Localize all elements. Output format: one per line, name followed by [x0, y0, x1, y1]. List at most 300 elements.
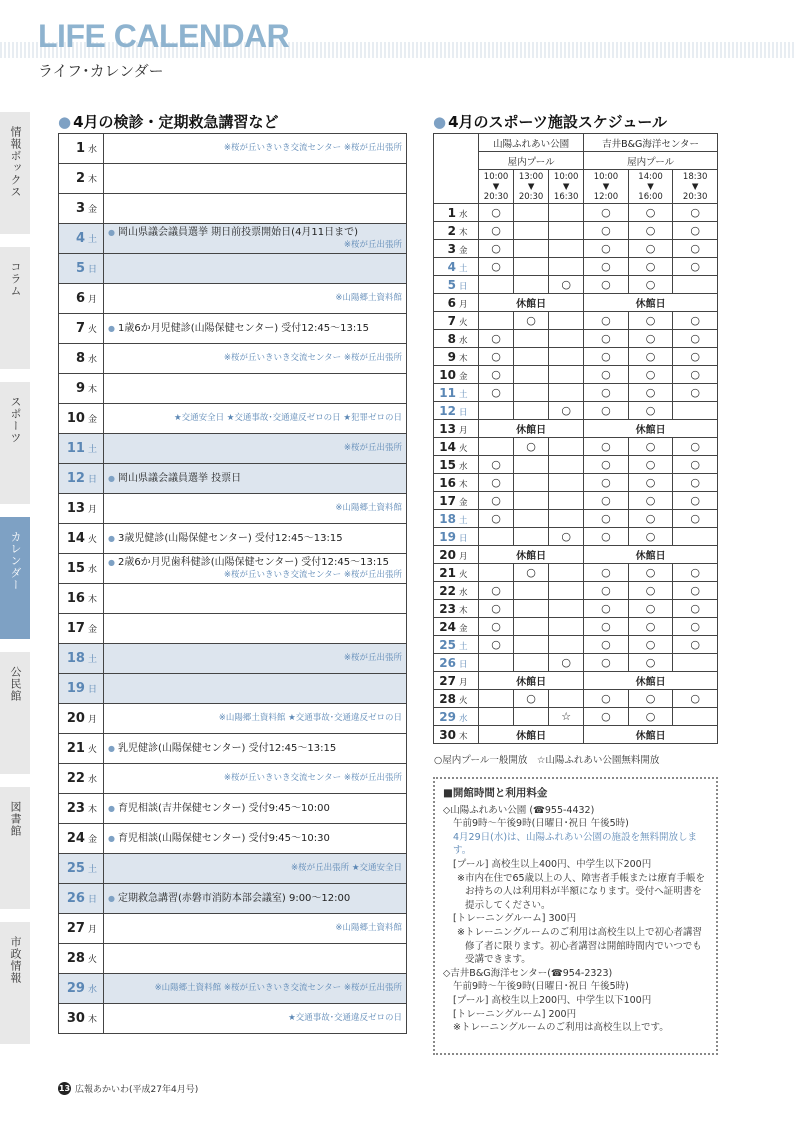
day-number: 22: [439, 583, 456, 598]
time-end: 20:30: [682, 191, 708, 202]
day-number: 1: [75, 141, 85, 156]
availability-mark: ○: [673, 222, 718, 240]
schedule-row: [434, 384, 718, 402]
time-slot: [514, 170, 549, 204]
day-number: 14: [66, 531, 85, 546]
schedule-date: [434, 204, 479, 222]
calendar-event-cell: [104, 914, 407, 944]
schedule-date: [434, 654, 479, 672]
side-tab[interactable]: [0, 382, 30, 510]
event-note: ※桜が丘出張所: [343, 443, 402, 453]
availability-mark: ○: [479, 636, 514, 654]
info-line: [プール] 高校生以上400円、中学生以下200円: [453, 858, 652, 870]
availability-mark: [479, 528, 514, 546]
closed-cell: 休館日: [584, 726, 718, 744]
day-number: 24: [439, 619, 456, 634]
weekday: 月: [87, 505, 97, 515]
availability-mark: ○: [673, 636, 718, 654]
availability-mark: ○: [584, 402, 629, 420]
schedule-row: [434, 222, 718, 240]
schedule-date: [434, 510, 479, 528]
arrow-down-icon: ▼: [691, 181, 699, 192]
schedule-row: [434, 312, 718, 330]
day-number: 10: [439, 367, 456, 382]
weekday: 日: [87, 685, 97, 695]
availability-mark: ○: [479, 618, 514, 636]
schedule-row: [434, 582, 718, 600]
side-tab[interactable]: [0, 652, 30, 780]
day-number: 13: [439, 421, 456, 436]
day-number: 6: [75, 291, 85, 306]
sports-section-title: ● 4月のスポーツ施設スケジュール: [433, 113, 668, 131]
weekday: 水: [87, 775, 97, 785]
weekday: 水: [459, 335, 468, 346]
calendar-event-cell: [104, 1004, 407, 1034]
day-number: 1: [447, 205, 456, 220]
availability-mark: [514, 528, 549, 546]
availability-mark: [514, 276, 549, 294]
availability-mark: ○: [673, 474, 718, 492]
day-number: 9: [447, 349, 456, 364]
day-number: 26: [439, 655, 456, 670]
weekday: 木: [459, 479, 468, 490]
weekday: 木: [459, 353, 468, 364]
day-number: 13: [66, 501, 85, 516]
side-tab[interactable]: [0, 787, 30, 915]
event-text: ● 定期救急講習(赤磐市消防本部会議室) 9:00～12:00: [108, 892, 402, 905]
availability-mark: [549, 582, 584, 600]
day-number: 11: [439, 385, 456, 400]
availability-mark: [549, 258, 584, 276]
day-number: 15: [66, 561, 85, 576]
availability-mark: ○: [628, 636, 673, 654]
calendar-row: [59, 224, 407, 254]
event-note: ※桜が丘出張所: [343, 653, 402, 663]
schedule-row: [434, 276, 718, 294]
availability-mark: ○: [628, 600, 673, 618]
availability-mark: [479, 654, 514, 672]
calendar-date-cell: [59, 824, 104, 854]
calendar-row: [59, 494, 407, 524]
availability-mark: ○: [479, 492, 514, 510]
schedule-date: [434, 456, 479, 474]
calendar-event-cell: [104, 854, 407, 884]
calendar-event-cell: [104, 704, 407, 734]
time-start: 10:00: [483, 171, 509, 182]
calendar-row: [59, 374, 407, 404]
weekday: 日: [459, 533, 468, 544]
availability-mark: ○: [549, 276, 584, 294]
day-number: 18: [66, 651, 85, 666]
schedule-date: [434, 564, 479, 582]
availability-mark: ○: [584, 258, 629, 276]
availability-mark: ○: [584, 618, 629, 636]
calendar-date-cell: [59, 464, 104, 494]
availability-mark: [514, 510, 549, 528]
calendar-row: [59, 944, 407, 974]
calendar-event-cell: [104, 494, 407, 524]
weekday: 木: [459, 731, 468, 742]
weekday: 金: [87, 625, 97, 635]
facility-name: 山陽ふれあい公園: [479, 134, 584, 152]
availability-mark: ○: [479, 600, 514, 618]
availability-mark: [549, 636, 584, 654]
availability-mark: ○: [479, 222, 514, 240]
weekday: 水: [459, 209, 468, 220]
calendar-date-cell: [59, 434, 104, 464]
availability-mark: ○: [673, 366, 718, 384]
weekday: 水: [459, 461, 468, 472]
availability-mark: [514, 330, 549, 348]
availability-mark: ○: [514, 690, 549, 708]
weekday: 水: [87, 565, 97, 575]
availability-mark: ○: [628, 708, 673, 726]
availability-mark: [549, 492, 584, 510]
availability-mark: [549, 348, 584, 366]
availability-mark: [673, 708, 718, 726]
calendar-event-cell: [104, 404, 407, 434]
weekday: 土: [459, 641, 468, 652]
calendar-date-cell: [59, 974, 104, 1004]
side-tab[interactable]: [0, 517, 30, 645]
availability-mark: ○: [628, 564, 673, 582]
availability-mark: ○: [584, 492, 629, 510]
availability-mark: ○: [549, 402, 584, 420]
page-number: 13: [58, 1084, 71, 1093]
calendar-row: [59, 194, 407, 224]
day-number: 20: [439, 547, 456, 562]
weekday: 月: [459, 425, 468, 436]
availability-mark: ○: [673, 618, 718, 636]
availability-mark: ○: [628, 348, 673, 366]
side-tab[interactable]: [0, 247, 30, 375]
event-note: ※山陽郷土資料館: [335, 923, 402, 933]
event-text: ● 乳児健診(山陽保健センター) 受付12:45～13:15: [108, 742, 402, 755]
calendar-date-cell: [59, 764, 104, 794]
schedule-row: [434, 690, 718, 708]
event-text: ● 岡山県議会議員選挙 投票日: [108, 472, 402, 485]
availability-mark: ○: [584, 330, 629, 348]
availability-mark: [514, 240, 549, 258]
event-note: ※山陽郷土資料館 ※桜が丘いきいき交流センター ※桜が丘出張所: [154, 983, 402, 993]
calendar-row: [59, 824, 407, 854]
schedule-date: [434, 690, 479, 708]
page-subtitle: ライフ･カレンダー: [38, 62, 164, 80]
calendar-event-cell: [104, 134, 407, 164]
weekday: 火: [459, 317, 468, 328]
weekday: 土: [459, 389, 468, 400]
availability-mark: ○: [628, 240, 673, 258]
availability-mark: ○: [584, 222, 629, 240]
schedule-row: [434, 492, 718, 510]
availability-mark: ○: [673, 204, 718, 222]
calendar-row: [59, 974, 407, 1004]
availability-mark: ○: [584, 600, 629, 618]
calendar-date-cell: [59, 134, 104, 164]
day-number: 16: [439, 475, 456, 490]
day-number: 21: [439, 565, 456, 580]
schedule-date: [434, 636, 479, 654]
time-end: 16:30: [553, 191, 579, 202]
schedule-date: [434, 528, 479, 546]
day-number: 19: [439, 529, 456, 544]
schedule-date: [434, 258, 479, 276]
availability-mark: ○: [628, 276, 673, 294]
event-note: ※山陽郷土資料館: [335, 293, 402, 303]
side-tab[interactable]: [0, 922, 30, 1050]
calendar-row: [59, 344, 407, 374]
time-end: 20:30: [483, 191, 509, 202]
availability-mark: ○: [673, 510, 718, 528]
weekday: 土: [459, 515, 468, 526]
arrow-down-icon: ▼: [562, 181, 570, 192]
calendar-event-cell: [104, 764, 407, 794]
calendar-date-cell: [59, 794, 104, 824]
time-slot: [584, 170, 629, 204]
weekday: 月: [87, 295, 97, 305]
availability-mark: ○: [584, 204, 629, 222]
calendar-event-cell: [104, 284, 407, 314]
weekday: 月: [87, 715, 97, 725]
weekday: 水: [87, 985, 97, 995]
availability-mark: ○: [584, 456, 629, 474]
calendar-table: [58, 133, 407, 1034]
day-number: 4: [75, 231, 85, 246]
availability-mark: ○: [584, 690, 629, 708]
availability-mark: ○: [673, 312, 718, 330]
availability-mark: ○: [673, 384, 718, 402]
calendar-row: [59, 524, 407, 554]
availability-mark: [514, 204, 549, 222]
schedule-row: [434, 672, 718, 690]
calendar-date-cell: [59, 374, 104, 404]
availability-mark: ○: [549, 528, 584, 546]
day-number: 7: [447, 313, 456, 328]
day-number: 30: [439, 727, 456, 742]
availability-mark: [479, 438, 514, 456]
day-number: 26: [66, 891, 85, 906]
calendar-row: [59, 704, 407, 734]
schedule-row: [434, 330, 718, 348]
availability-mark: [514, 474, 549, 492]
schedule-date: [434, 420, 479, 438]
info-line: ※トレーニングルームのご利用は高校生以上で初心者講習修了者に限ります。初心者講習は開館時間内でいつでも受講できます。: [457, 926, 702, 966]
day-number: 8: [447, 331, 456, 346]
event-note: ★交通事故･交通違反ゼロの日: [288, 1013, 402, 1023]
weekday: 木: [87, 805, 97, 815]
availability-mark: [514, 708, 549, 726]
availability-mark: ○: [479, 240, 514, 258]
event-note: ★交通安全日 ★交通事故･交通違反ゼロの日 ★犯罪ゼロの日: [173, 413, 402, 423]
event-text: ● 育児相談(山陽保健センター) 受付9:45～10:30: [108, 832, 402, 845]
day-number: 20: [66, 711, 85, 726]
weekday: 土: [87, 445, 97, 455]
closed-cell: 休館日: [479, 672, 584, 690]
availability-mark: [549, 690, 584, 708]
availability-mark: ○: [673, 600, 718, 618]
weekday: 月: [459, 299, 468, 310]
calendar-event-cell: [104, 524, 407, 554]
weekday: 日: [87, 265, 97, 275]
event-note: ※桜が丘出張所 ★交通安全日: [291, 863, 402, 873]
time-slot: [673, 170, 718, 204]
availability-mark: ○: [628, 474, 673, 492]
calendar-row: [59, 404, 407, 434]
availability-mark: ○: [479, 582, 514, 600]
info-line: ◇山陽ふれあい公園 (☎955-4432): [443, 804, 595, 816]
availability-mark: ○: [628, 402, 673, 420]
weekday: 水: [87, 355, 97, 365]
calendar-event-cell: [104, 254, 407, 284]
availability-mark: ☆: [549, 708, 584, 726]
schedule-date: [434, 600, 479, 618]
time-slot: [628, 170, 673, 204]
side-tab[interactable]: [0, 112, 30, 240]
calendar-date-cell: [59, 314, 104, 344]
availability-mark: ○: [673, 240, 718, 258]
availability-mark: [549, 618, 584, 636]
availability-mark: [514, 258, 549, 276]
availability-mark: ○: [628, 582, 673, 600]
availability-mark: [479, 276, 514, 294]
calendar-row: [59, 644, 407, 674]
schedule-row: [434, 474, 718, 492]
availability-mark: ○: [673, 492, 718, 510]
schedule-row: [434, 258, 718, 276]
availability-mark: ○: [628, 330, 673, 348]
calendar-event-cell: [104, 674, 407, 704]
schedule-row: [434, 366, 718, 384]
weekday: 日: [459, 407, 468, 418]
schedule-date: [434, 276, 479, 294]
calendar-date-cell: [59, 704, 104, 734]
schedule-date: [434, 240, 479, 258]
day-number: 28: [66, 951, 85, 966]
schedule-date: [434, 384, 479, 402]
weekday: 水: [459, 713, 468, 724]
schedule-date: [434, 348, 479, 366]
availability-mark: ○: [628, 384, 673, 402]
availability-mark: ○: [673, 456, 718, 474]
day-number: 10: [66, 411, 85, 426]
availability-mark: ○: [549, 654, 584, 672]
weekday: 木: [87, 595, 97, 605]
availability-mark: [549, 384, 584, 402]
day-number: 14: [439, 439, 456, 454]
schedule-row: [434, 546, 718, 564]
availability-mark: [514, 654, 549, 672]
calendar-event-cell: [104, 974, 407, 1004]
event-note: ※桜が丘いきいき交流センター ※桜が丘出張所: [223, 773, 402, 783]
schedule-date: [434, 672, 479, 690]
weekday: 金: [459, 623, 468, 634]
schedule-row: [434, 438, 718, 456]
weekday: 火: [459, 569, 468, 580]
calendar-event-cell: [104, 374, 407, 404]
calendar-date-cell: [59, 164, 104, 194]
availability-mark: [514, 600, 549, 618]
weekday: 木: [459, 227, 468, 238]
calendar-event-cell: [104, 944, 407, 974]
availability-mark: ○: [673, 258, 718, 276]
weekday: 木: [87, 1015, 97, 1025]
availability-mark: [514, 348, 549, 366]
calendar-date-cell: [59, 344, 104, 374]
arrow-down-icon: ▼: [647, 181, 654, 192]
schedule-row: [434, 204, 718, 222]
weekday: 土: [87, 235, 97, 245]
availability-mark: [673, 654, 718, 672]
availability-mark: ○: [673, 582, 718, 600]
info-line: ※市内在住で65歳以上の人、障害者手帳または療育手帳をお持ちの人は利用料が半額になります。受付へ証明書を提示してください。: [457, 872, 706, 911]
pool-label: 屋内プール: [479, 152, 584, 170]
calendar-row: [59, 1004, 407, 1034]
day-number: 25: [66, 861, 85, 876]
schedule-row: [434, 294, 718, 312]
availability-mark: [673, 402, 718, 420]
calendar-event-cell: [104, 794, 407, 824]
time-start: 18:30: [682, 171, 708, 182]
day-number: 30: [66, 1011, 85, 1026]
schedule-date: [434, 366, 479, 384]
schedule-date: [434, 582, 479, 600]
closed-cell: 休館日: [479, 726, 584, 744]
time-slot: [549, 170, 584, 204]
weekday: 火: [459, 443, 468, 454]
availability-mark: ○: [628, 456, 673, 474]
schedule-date: [434, 618, 479, 636]
closed-cell: 休館日: [479, 546, 584, 564]
schedule-row: [434, 636, 718, 654]
calendar-event-cell: [104, 194, 407, 224]
availability-mark: ○: [673, 348, 718, 366]
availability-mark: ○: [479, 456, 514, 474]
calendar-section-title: ● 4月の検診・定期救急講習など: [58, 113, 279, 131]
availability-mark: [514, 222, 549, 240]
day-number: 12: [439, 403, 456, 418]
availability-mark: ○: [628, 204, 673, 222]
availability-mark: [479, 690, 514, 708]
weekday: 金: [87, 835, 97, 845]
event-text: ● 1歳6か月児健診(山陽保健センター) 受付12:45～13:15: [108, 322, 402, 335]
day-number: 8: [75, 351, 85, 366]
availability-mark: ○: [673, 330, 718, 348]
time-start: 10:00: [593, 171, 619, 182]
weekday: 月: [87, 925, 97, 935]
schedule-date: [434, 330, 479, 348]
time-end: 12:00: [593, 191, 619, 202]
schedule-row: [434, 708, 718, 726]
time-start: 13:00: [518, 171, 544, 182]
schedule-row: [434, 420, 718, 438]
schedule-date: [434, 492, 479, 510]
calendar-event-cell: [104, 434, 407, 464]
info-line: 4月29日(水)は、山陽ふれあい公園の施設を無料開放します。: [453, 831, 698, 857]
weekday: 金: [87, 415, 97, 425]
weekday: 日: [87, 475, 97, 485]
side-tab-label: カレンダー: [9, 531, 22, 591]
availability-mark: ○: [584, 312, 629, 330]
weekday: 火: [87, 745, 97, 755]
availability-mark: [549, 564, 584, 582]
closed-cell: 休館日: [479, 294, 584, 312]
availability-mark: ○: [584, 654, 629, 672]
availability-mark: ○: [628, 528, 673, 546]
schedule-date: [434, 438, 479, 456]
availability-mark: ○: [479, 204, 514, 222]
availability-mark: [514, 636, 549, 654]
day-number: 18: [439, 511, 456, 526]
